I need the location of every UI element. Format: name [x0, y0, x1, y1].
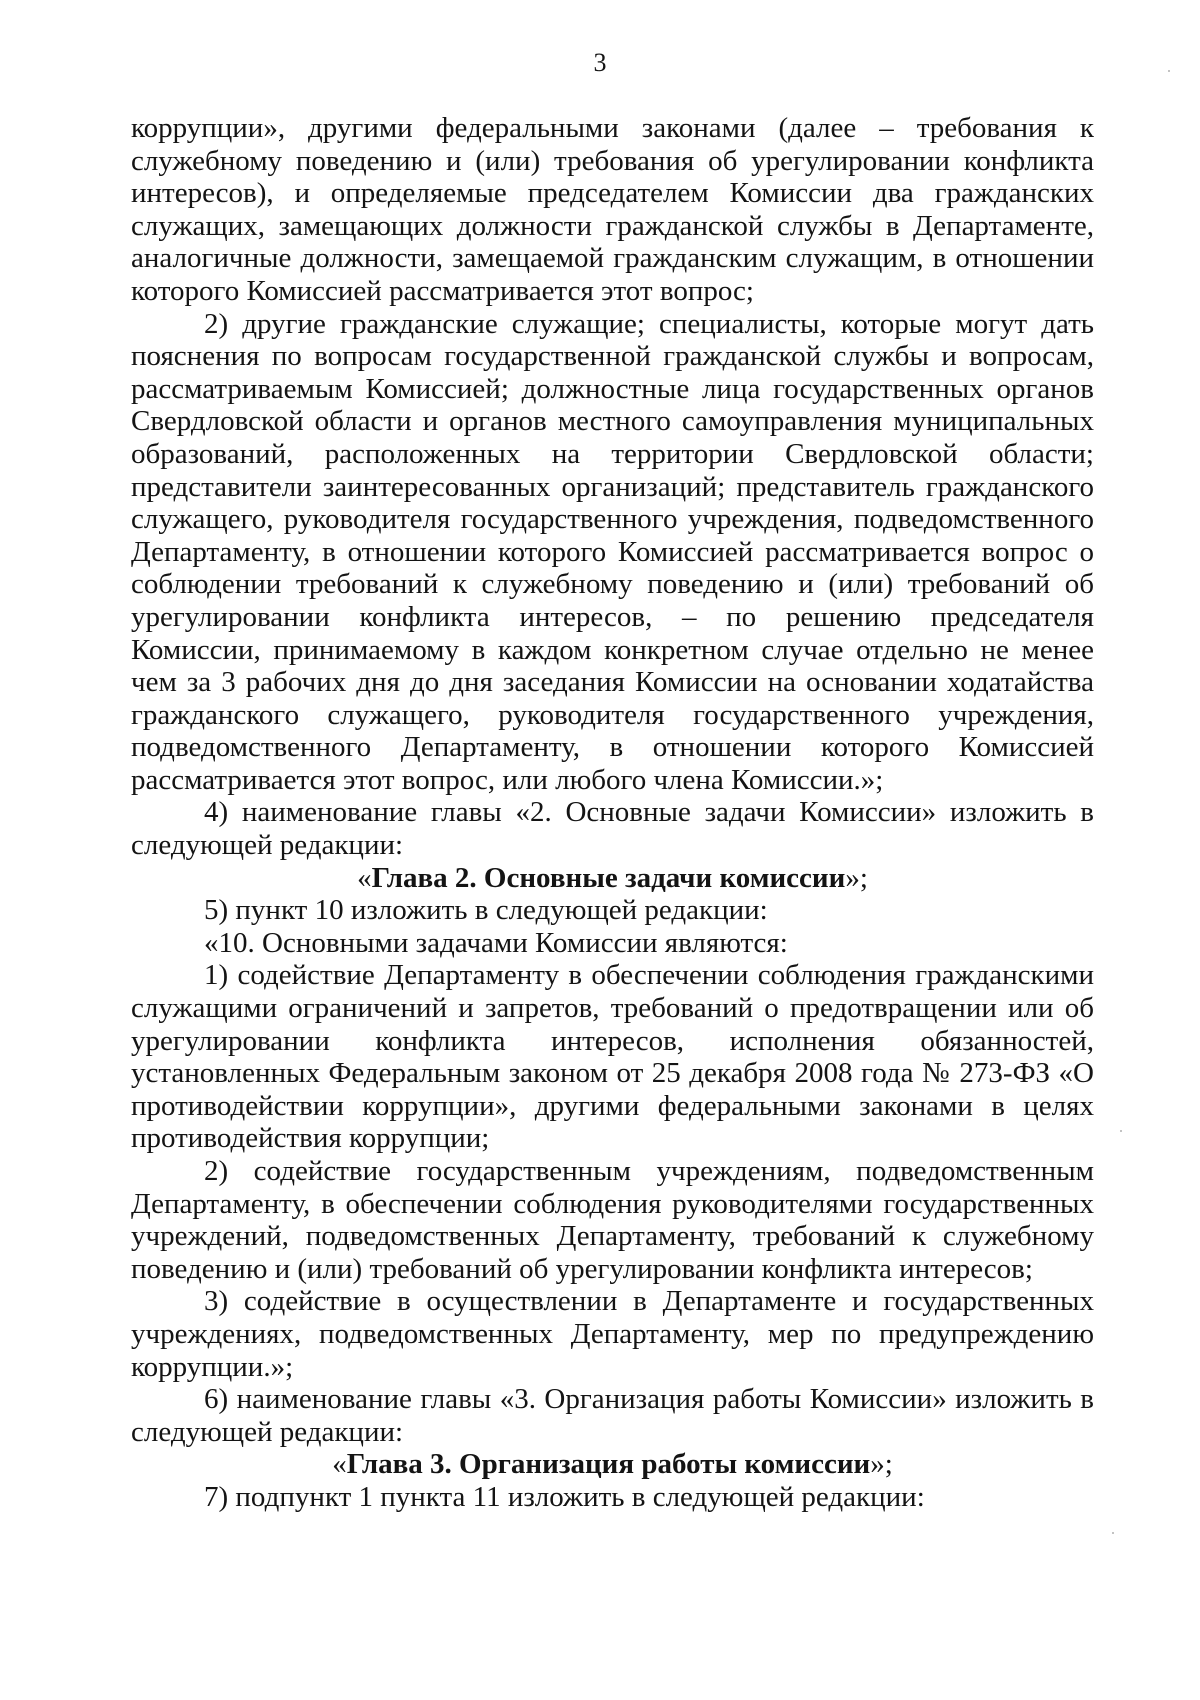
- heading-close-quote: »;: [845, 861, 868, 894]
- chapter-3-heading: [131, 1448, 1094, 1481]
- paragraph-item-2: 2) другие гражданские служащие; специалисты, которые могут дать пояснения по вопросам государственной гражданской службы и вопросам, рассматриваемым Комиссией; должностные лица государственных органов Свердловской области и органов местного самоуправления муниципальных образований, расположенных на территории Свердловской области; представители заинтересованных организаций; представитель гражданского служащего, руководителя государственного учреждения, подведомственного Департаменту, в отношении которого Комиссией рассматривается вопрос о соблюдении требований к служебному поведению и (или) требований об урегулировании конфликта интересов, – по решению председателя Комиссии, принимаемому в каждом конкретном случае отдельно не менее чем за 3 рабочих дня до дня заседания Комиссии на основании ходатайства гражданского служащего, руководителя государственного учреждения, подведомственного Департаменту, в отношении которого Комиссией рассматривается этот вопрос, или любого члена Комиссии.»;: [131, 307, 1094, 796]
- page-number: 3: [593, 48, 607, 77]
- paragraph-task-2: 2) содействие государственным учреждениям, подведомственным Департаменту, в обеспечении соблюдения руководителями государственных учреждений, подведомственных Департаменту, требований к служебному поведению и (или) требований об урегулировании конфликта интересов;: [131, 1155, 1094, 1285]
- paragraph-item-4: 4) наименование главы «2. Основные задачи Комиссии» изложить в следующей редакции:: [131, 796, 1094, 862]
- paragraph-item-6: 6) наименование главы «3. Организация работы Комиссии» изложить в следующей редакции:: [131, 1383, 1094, 1448]
- heading-open-quote: «: [332, 1448, 347, 1481]
- document-body: [131, 112, 1094, 1514]
- chapter-2-heading: [131, 862, 1094, 895]
- paragraph-continuation: коррупции», другими федеральными законами (далее – требования к служебному поведению и (или) требования об урегулировании конфликта интересов), и определяемые председателем Комиссии два гражданских служащих, замещающих должности гражданской службы в Департаменте, аналогичные должности, замещаемой гражданским служащим, в отношении которого Комиссией рассматривается этот вопрос;: [131, 112, 1094, 307]
- paragraph-task-1: 1) содействие Департаменту в обеспечении соблюдения гражданскими служащими ограничений и запретов, требований о предотвращении или об урегулировании конфликта интересов, исполнения обязанностей, установленных Федеральным законом от 25 декабря 2008 года № 273-ФЗ «О противодействии коррупции», другими федеральными законами в целях противодействия коррупции;: [131, 959, 1094, 1155]
- scan-speck: [1168, 70, 1170, 72]
- heading-title: Глава 3. Организация работы комиссии: [346, 1448, 871, 1481]
- paragraph-task-3: 3) содействие в осуществлении в Департаменте и государственных учреждениях, подведомственных Департаменту, мер по предупреждению коррупции.»;: [131, 1285, 1094, 1383]
- heading-open-quote: «: [357, 861, 372, 894]
- paragraph-item-7: 7) подпункт 1 пункта 11 изложить в следующей редакции:: [204, 1480, 925, 1513]
- paragraph-point-10: «10. Основными задачами Комиссии являются:: [204, 926, 788, 959]
- scan-speck: [1120, 1130, 1122, 1132]
- heading-title: Глава 2. Основные задачи комиссии: [371, 861, 846, 894]
- paragraph-item-5: 5) пункт 10 изложить в следующей редакции:: [204, 894, 768, 927]
- scan-speck: [1112, 1532, 1114, 1534]
- heading-close-quote: »;: [870, 1448, 893, 1481]
